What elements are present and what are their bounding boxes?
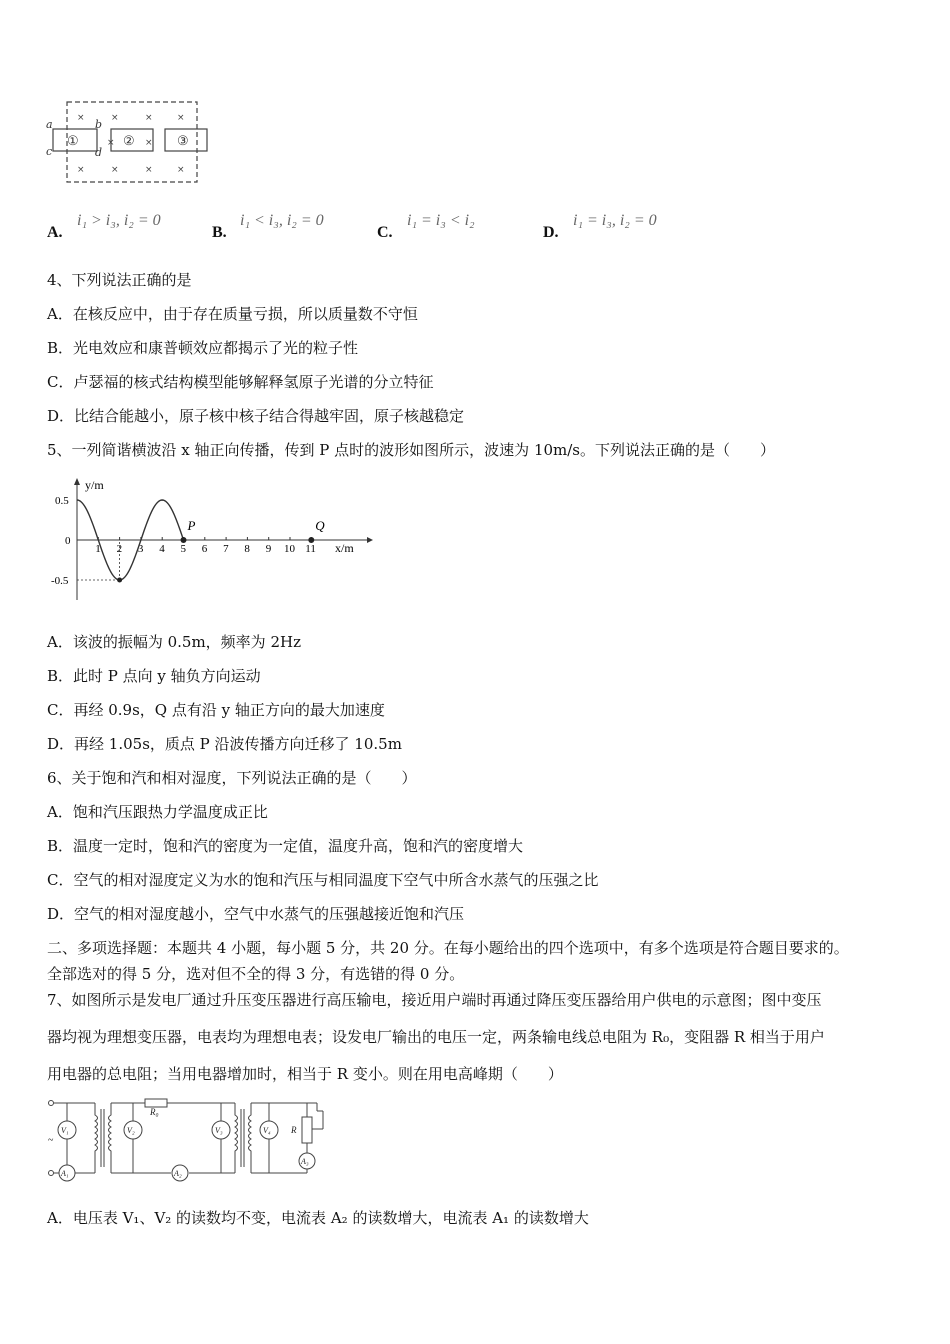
- y-tick-label-0_5: 0.5: [55, 495, 69, 507]
- q6-option-c: C．空气的相对湿度定义为水的饱和汽压与相同温度下空气中所含水蒸气的压强之比: [47, 871, 599, 889]
- q5-option-d: D．再经 1.05s，质点 P 沿波传播方向迁移了 10.5m: [47, 735, 402, 753]
- x-tick-label-11: 11: [305, 543, 316, 555]
- x-tick-label-4: 4: [159, 543, 165, 555]
- x-tick-label-5: 5: [180, 543, 186, 555]
- meter-a1: A₁: [61, 1169, 69, 1178]
- svg-text:×: ×: [177, 113, 185, 123]
- q7-line2: 器均视为理想变压器，电表均为理想电表；设发电厂输出的电压一定，两条输电线总电阻为 R₀，变阻器 R 相当于用户: [47, 1028, 825, 1046]
- q5-stem: 5、一列简谐横波沿 x 轴正向传播，传到 P 点时的波形如图所示，波速为 10m/s。下列说法正确的是（ ）: [47, 441, 776, 459]
- x-tick-label-9: 9: [265, 543, 272, 555]
- label-c: c: [46, 145, 53, 158]
- q3-option-c: [377, 212, 537, 242]
- q3-option-c-expr: i₁ = i₃ < i₂: [407, 212, 475, 229]
- q4-option-b: B．光电效应和康普顿效应都揭示了光的粒子性: [47, 339, 359, 357]
- x-tick-label-2: 2: [116, 543, 123, 555]
- q6-option-d: D．空气的相对湿度越小，空气中水蒸气的压强越接近饱和汽压: [47, 905, 465, 923]
- section2-line2: 全部选对的得 5 分，选对但不全的得 3 分，有选错的得 0 分。: [47, 965, 465, 983]
- y-axis-label: y/m: [85, 478, 104, 492]
- q6-option-a: A．饱和汽压跟热力学温度成正比: [47, 803, 268, 821]
- svg-text:×: ×: [77, 113, 85, 123]
- coil-1-label: ①: [67, 134, 79, 149]
- x-axis-label: x/m: [335, 541, 354, 555]
- point-label-p: P: [187, 518, 196, 533]
- x-tick-label-6: 6: [201, 543, 208, 555]
- q4-option-d: D．比结合能越小，原子核中核子结合得越牢固，原子核越稳定: [47, 407, 465, 425]
- q4-option-c: C．卢瑟福的核式结构模型能够解释氢原子光谱的分立特征: [47, 373, 434, 391]
- section2-line1: 二、多项选择题：本题共 4 小题，每小题 5 分，共 20 分。在每小题给出的四个选项中，有多个选项是符合题目要求的。: [47, 939, 849, 957]
- q3-option-b-expr: i₁ < i₃, i₂ = 0: [240, 212, 324, 229]
- q3-option-b-label: B.: [212, 224, 227, 241]
- meter-v4: V₄: [263, 1126, 271, 1135]
- q3-option-a: [47, 212, 207, 242]
- svg-text:×: ×: [145, 165, 153, 175]
- meter-v2: V₂: [127, 1126, 135, 1135]
- meter-a2: A₂: [174, 1169, 182, 1178]
- x-tick-label-10: 10: [284, 543, 295, 555]
- q5-option-c: C．再经 0.9s，Q 点有沿 y 轴正方向的最大加速度: [47, 701, 385, 719]
- svg-text:×: ×: [145, 113, 153, 123]
- x-axis-arrow: [367, 537, 373, 543]
- point-q: [308, 537, 314, 543]
- q3-option-a-label: A.: [47, 224, 63, 241]
- coil-2-label: ②: [123, 134, 135, 149]
- x-tick-label-1: 1: [95, 543, 101, 555]
- meter-v1: V₁: [61, 1126, 69, 1135]
- label-a: a: [46, 118, 53, 131]
- label-b: b: [95, 118, 103, 131]
- q7-option-a: A．电压表 V₁、V₂ 的读数均不变，电流表 A₂ 的读数增大，电流表 A₁ 的读数增大: [47, 1209, 589, 1227]
- meter-v3: V₃: [215, 1126, 223, 1135]
- q3-option-d-expr: i₁ = i₃, i₂ = 0: [573, 212, 657, 229]
- meter-a3: A₃: [301, 1157, 309, 1166]
- resistor-r-label: R: [291, 1125, 297, 1135]
- q5-option-b: B．此时 P 点向 y 轴负方向运动: [47, 667, 261, 685]
- power-transmission-circuit: [45, 1095, 335, 1187]
- svg-text:×: ×: [107, 138, 115, 148]
- q7-line1: 7、如图所示是发电厂通过升压变压器进行高压输电，接近用户端时再通过降压变压器给用户供电的示意图；图中变压: [47, 991, 822, 1009]
- point-label-q: Q: [315, 518, 325, 533]
- q3-option-c-label: C.: [377, 224, 393, 241]
- y-tick-label-neg0_5: -0.5: [51, 575, 69, 587]
- x-tick-label-8: 8: [244, 543, 250, 555]
- q3-option-d: [543, 212, 703, 242]
- coil-3-label: ③: [177, 134, 189, 149]
- resistor-r0-label: R₀: [150, 1107, 159, 1117]
- q3-option-a-expr: i₁ > i₃, i₂ = 0: [77, 212, 161, 229]
- ac-source-symbol: ~: [48, 1135, 54, 1146]
- svg-text:×: ×: [145, 138, 153, 148]
- x-tick-label-7: 7: [223, 543, 229, 555]
- q7-line3: 用电器的总电阻；当用电器增加时，相当于 R 变小。则在用电高峰期（ ）: [47, 1065, 563, 1083]
- point-p: [181, 537, 187, 543]
- svg-text:×: ×: [111, 113, 119, 123]
- svg-text:×: ×: [111, 165, 119, 175]
- q6-stem: 6、关于饱和汽和相对湿度，下列说法正确的是（ ）: [47, 769, 417, 787]
- label-d: d: [95, 146, 103, 159]
- q3-option-d-label: D.: [543, 224, 559, 241]
- y-axis-arrow: [74, 478, 80, 485]
- y-tick-label-0: 0: [65, 535, 71, 547]
- q6-option-b: B．温度一定时，饱和汽的密度为一定值，温度升高，饱和汽的密度增大: [47, 837, 524, 855]
- trough-point: [117, 578, 122, 583]
- q5-option-a: A．该波的振幅为 0.5m，频率为 2Hz: [47, 633, 301, 651]
- q4-option-a: A．在核反应中，由于存在质量亏损，所以质量数不守恒: [47, 305, 418, 323]
- magnetic-field-figure: [45, 98, 215, 188]
- q3-option-b: [212, 212, 372, 242]
- x-tick-label-3: 3: [137, 543, 144, 555]
- q4-stem: 4、下列说法正确的是: [47, 271, 192, 289]
- svg-text:×: ×: [77, 165, 85, 175]
- svg-text:×: ×: [177, 165, 185, 175]
- wave-chart: [45, 475, 375, 605]
